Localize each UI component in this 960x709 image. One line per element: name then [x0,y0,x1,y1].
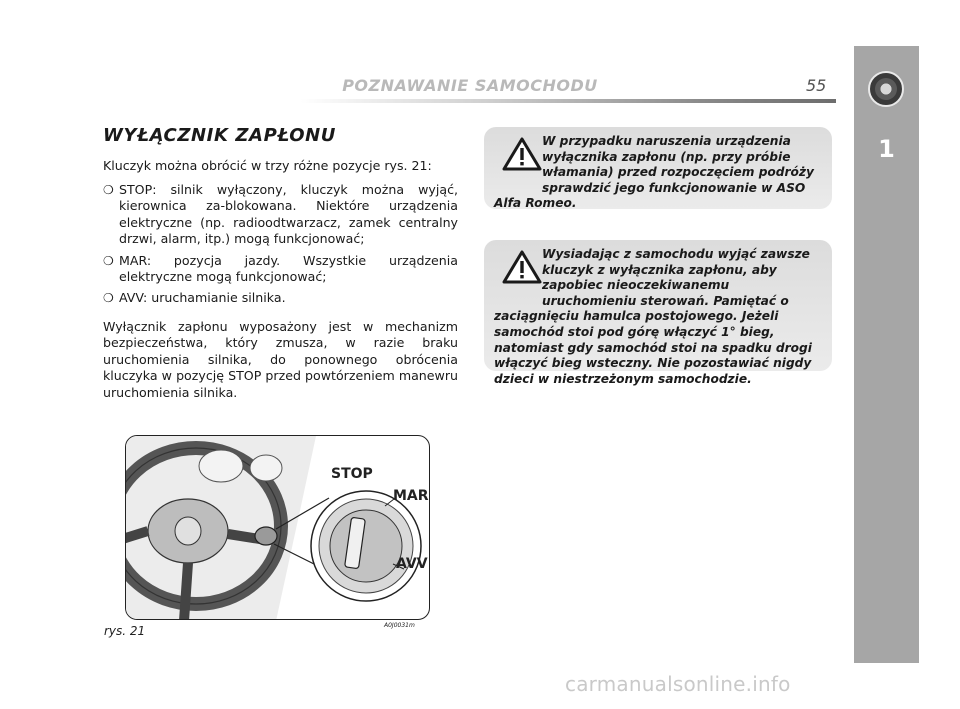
figure-label-mar: MAR [393,488,429,504]
alfa-romeo-logo-icon [868,71,904,107]
figure-caption: rys. 21 [104,624,146,638]
figure-label-stop: STOP [331,466,373,482]
warning-text: W przypadku naruszenia urządzenia wyłącznika zapłonu (np. przy próbie włamania) przed rozpoczęciem podróży sprawdzić jego funkcjonowanie w ASO Alfa Romeo. [494,134,814,211]
page-number: 55 [806,76,827,95]
running-title: POZNAWANIE SAMOCHODU [342,76,598,95]
list-item-text: AVV: uruchamianie silnika. [119,290,286,306]
figure-code: A0J0031m [384,622,415,629]
section-title: WYŁĄCZNIK ZAPŁONU [103,125,336,146]
bullet-marker: ❍ [103,253,114,268]
warning-box-leaving-car [484,240,832,386]
list-item-text: MAR: pozycja jazdy. Wszystkie urządzenia elektryczne mogą funkcjonować; [119,252,458,285]
watermark: carmanualsonline.info [565,672,791,696]
safety-mechanism-paragraph: Wyłącznik zapłonu wyposażony jest w mechanizm bezpieczeństwa, który zmusza, w razie braku uruchomienia silnika, do ponownego obrócenia kluczyka w pozycję STOP przed powtórzeniem manewru uruchomienia silnika. [103,319,458,400]
figure-label-avv: AVV [396,556,428,572]
bullet-marker: ❍ [103,183,114,197]
bullet-marker: ❍ [103,291,114,306]
ignition-switch-figure [125,435,430,620]
list-item-stop [103,182,458,248]
position-list [103,182,458,312]
warning-box-tampering [484,127,832,209]
list-item-text: STOP: silnik wyłączony, kluczyk można wyjąć, kierownica za-blokowana. Niektóre urządzenia elektryczne (np. radioodtwarzacz, zamek centralny drzwi, alarm, itp.) mogą funkcjonować; [119,182,458,247]
ignition-illustration [126,436,430,620]
chapter-number: 1 [878,135,895,163]
intro-text: Kluczyk można obrócić w trzy różne pozycje rys. 21: [103,158,432,173]
header-rule [300,99,836,103]
warning-text: Wysiadając z samochodu wyjąć zawsze kluczyk z wyłącznika zapłonu, aby zapobiec nieoczekiwanemu uruchomieniu sterowań. Pamiętać o zaciągnięciu hamulca postojowego. Jeżeli samochód stoi pod górę włączyć 1° bieg, natomiast gdy samochód stoi na spadku drogi włączyć bieg wsteczny. Nie pozostawiać nigdy dzieci w niestrzeżonym samochodzie. [494,247,812,386]
list-item-avv [103,290,458,306]
list-item-mar [103,253,458,286]
